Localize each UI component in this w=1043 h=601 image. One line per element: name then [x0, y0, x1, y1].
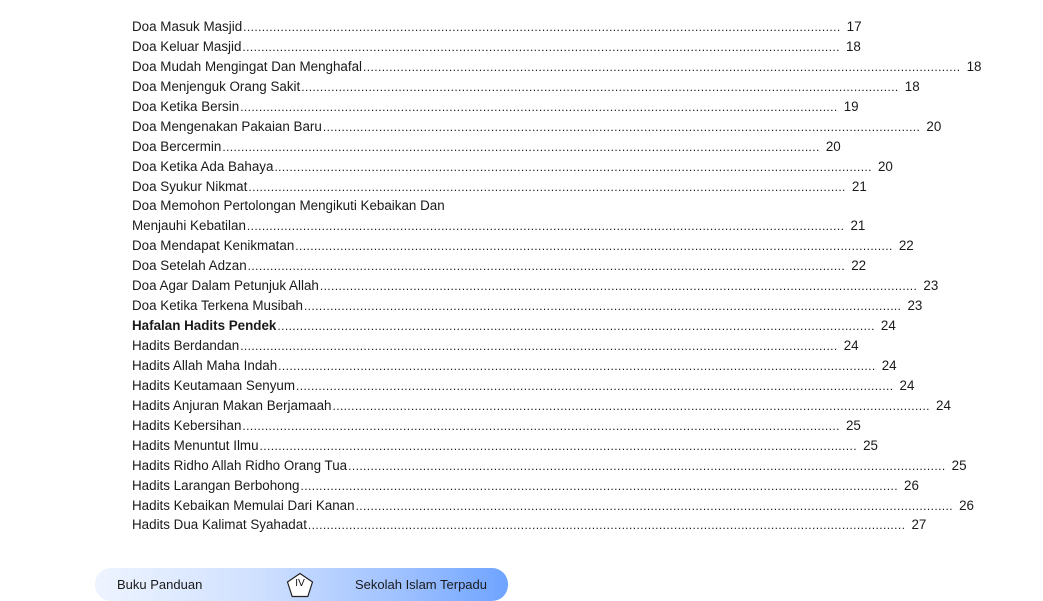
page-number: IV: [295, 578, 305, 589]
toc-entry-title: Hadits Keutamaan Senyum: [132, 377, 296, 393]
leader-dots: ................................................................................................................................................................: [300, 478, 898, 493]
leader-dots: ................................................................................................................................................................: [307, 518, 906, 533]
toc-entry[interactable]: [132, 157, 893, 177]
toc-entry-page: 24: [936, 397, 951, 413]
page-number-badge: [286, 572, 314, 598]
leader-dots: ................................................................................................................................................................: [278, 358, 876, 373]
toc-entry-page: 26: [904, 477, 919, 493]
toc-entry-page: 18: [904, 78, 920, 94]
toc-entry-page: 20: [825, 138, 841, 154]
toc-entry-title: Hafalan Hadits Pendek: [132, 318, 277, 334]
toc-entry[interactable]: [132, 236, 914, 256]
toc-entry-title: Hadits Anjuran Makan Berjamaah: [132, 397, 332, 413]
leader-dots: ................................................................................................................................................................: [259, 438, 857, 453]
toc-entry-page: 24: [880, 318, 896, 334]
leader-dots: ................................................................................................................................................................: [303, 299, 902, 314]
toc-entry[interactable]: [132, 276, 939, 296]
toc-entry-page: 22: [851, 258, 867, 274]
toc-entry-page: 20: [926, 118, 942, 134]
leader-dots: ................................................................................................................................................................: [355, 498, 953, 513]
leader-dots: ................................................................................................................................................................: [222, 139, 820, 154]
toc-entry-page: 20: [877, 158, 893, 174]
toc-entry[interactable]: [132, 216, 866, 236]
toc-entry-title: Doa Mudah Mengingat Dan Menghafal: [132, 58, 363, 74]
toc-entry-title: Doa Ketika Ada Bahaya: [132, 158, 274, 174]
toc-entry[interactable]: [132, 37, 861, 57]
toc-entry[interactable]: [132, 336, 859, 356]
toc-entry-page: 19: [843, 98, 859, 114]
page-footer: [95, 568, 508, 601]
toc-entry-title: Hadits Allah Maha Indah: [132, 357, 278, 373]
toc-entry[interactable]: [132, 456, 967, 476]
toc-entry-page: 25: [863, 437, 878, 453]
toc-entry[interactable]: [132, 396, 951, 416]
toc-entry[interactable]: [132, 196, 501, 216]
toc-entry-page: 23: [923, 278, 939, 294]
toc-entry-page: 25: [951, 457, 967, 473]
toc-entry[interactable]: [132, 496, 974, 516]
toc-entry-title: Doa Memohon Pertolongan Mengikuti Kebaikan Dan: [132, 198, 445, 214]
toc-entry-title: Menjauhi Kebatilan: [132, 218, 246, 234]
leader-dots: ................................................................................................................................................................: [332, 398, 930, 413]
toc-entry-title: Doa Agar Dalam Petunjuk Allah: [132, 278, 319, 294]
footer-book-title: Buku Panduan: [117, 577, 203, 592]
toc-entry[interactable]: [132, 57, 982, 77]
leader-dots: ................................................................................................................................................................: [296, 378, 894, 393]
toc-entry-title: Doa Bercermin: [132, 138, 222, 154]
leader-dots: ................................................................................................................................................................: [240, 339, 838, 353]
leader-dots: ................................................................................................................................................................: [242, 39, 840, 54]
toc-entry-title: Hadits Kebaikan Memulai Dari Kanan: [132, 497, 355, 513]
toc-entry-title: Doa Ketika Bersin: [132, 98, 240, 114]
leader-dots: ................................................................................................................................................................: [248, 179, 846, 194]
leader-dots: ................................................................................................................................................................: [295, 239, 893, 254]
toc-entry-title: Hadits Dua Kalimat Syahadat: [132, 517, 307, 533]
toc-entry-title: Hadits Ridho Allah Ridho Orang Tua: [132, 457, 348, 473]
toc-entry-title: Hadits Kebersihan: [132, 417, 242, 433]
toc-entry-title: Doa Menjenguk Orang Sakit: [132, 78, 301, 94]
toc-entry-title: Doa Masuk Masjid: [132, 19, 243, 34]
toc-entry-title: Doa Mengenakan Pakaian Baru: [132, 118, 322, 134]
toc-entry-page: 21: [851, 178, 867, 194]
toc-entry-title: Doa Ketika Terkena Musibah: [132, 298, 303, 314]
toc-entry[interactable]: [132, 376, 915, 396]
toc-entry-title: Doa Syukur Nikmat: [132, 178, 248, 194]
toc-entry-page: 24: [843, 338, 859, 353]
toc-entry-page: 18: [845, 38, 861, 54]
toc-entry-page: 26: [959, 497, 974, 513]
leader-dots: ................................................................................................................................................................: [363, 59, 961, 74]
toc-entry-title: Hadits Menuntut Ilmu: [132, 437, 259, 453]
toc-entry[interactable]: [132, 17, 862, 37]
toc-entry[interactable]: [132, 117, 942, 137]
toc-entry-title: Doa Keluar Masjid: [132, 38, 242, 54]
toc-entry-page: 23: [907, 298, 923, 314]
toc-entry-title: Hadits Berdandan: [132, 338, 240, 353]
leader-dots: ................................................................................................................................................................: [247, 259, 846, 274]
toc-entry-title: Doa Mendapat Kenikmatan: [132, 238, 295, 254]
toc-entry-page: 17: [846, 19, 862, 34]
toc-entry[interactable]: [132, 515, 927, 535]
toc-entry[interactable]: [132, 256, 867, 276]
leader-dots: ................................................................................................................................................................: [240, 99, 838, 114]
toc-entry[interactable]: [132, 177, 867, 197]
leader-dots: ................................................................................................................................................................: [277, 319, 875, 334]
table-of-contents: [132, 17, 982, 535]
toc-entry[interactable]: [132, 356, 897, 376]
toc-entry[interactable]: [132, 137, 841, 157]
toc-entry-page: 24: [899, 377, 915, 393]
toc-entry[interactable]: [132, 97, 859, 117]
leader-dots: ................................................................................................................................................................: [242, 418, 840, 433]
leader-dots: ................................................................................................................................................................: [274, 159, 872, 174]
toc-entry-page: 24: [881, 357, 897, 373]
toc-entry[interactable]: [132, 296, 923, 316]
toc-entry[interactable]: [132, 476, 919, 496]
toc-entry-title: Doa Setelah Adzan: [132, 258, 247, 274]
leader-dots: ................................................................................................................................................................: [319, 279, 918, 294]
leader-dots: ................................................................................................................................................................: [322, 119, 921, 134]
leader-dots: ................................................................................................................................................................: [246, 219, 845, 234]
toc-entry-page: 18: [966, 58, 982, 74]
leader-dots: ................................................................................................................................................................: [301, 79, 899, 94]
toc-entry-title: Hadits Larangan Berbohong: [132, 477, 300, 493]
toc-entry-page: 21: [850, 218, 866, 234]
toc-entry[interactable]: [132, 436, 878, 456]
toc-entry-page: 27: [911, 517, 927, 533]
leader-dots: ................................................................................................................................................................: [243, 20, 841, 34]
footer-school-name: Sekolah Islam Terpadu: [354, 577, 487, 592]
toc-section-heading[interactable]: [132, 316, 896, 336]
toc-entry[interactable]: [132, 416, 861, 436]
toc-entry-page: 22: [898, 238, 914, 254]
toc-entry-page: 25: [845, 417, 861, 433]
leader-dots: ................................................................................................................................................................: [348, 458, 946, 473]
toc-entry[interactable]: [132, 77, 920, 97]
